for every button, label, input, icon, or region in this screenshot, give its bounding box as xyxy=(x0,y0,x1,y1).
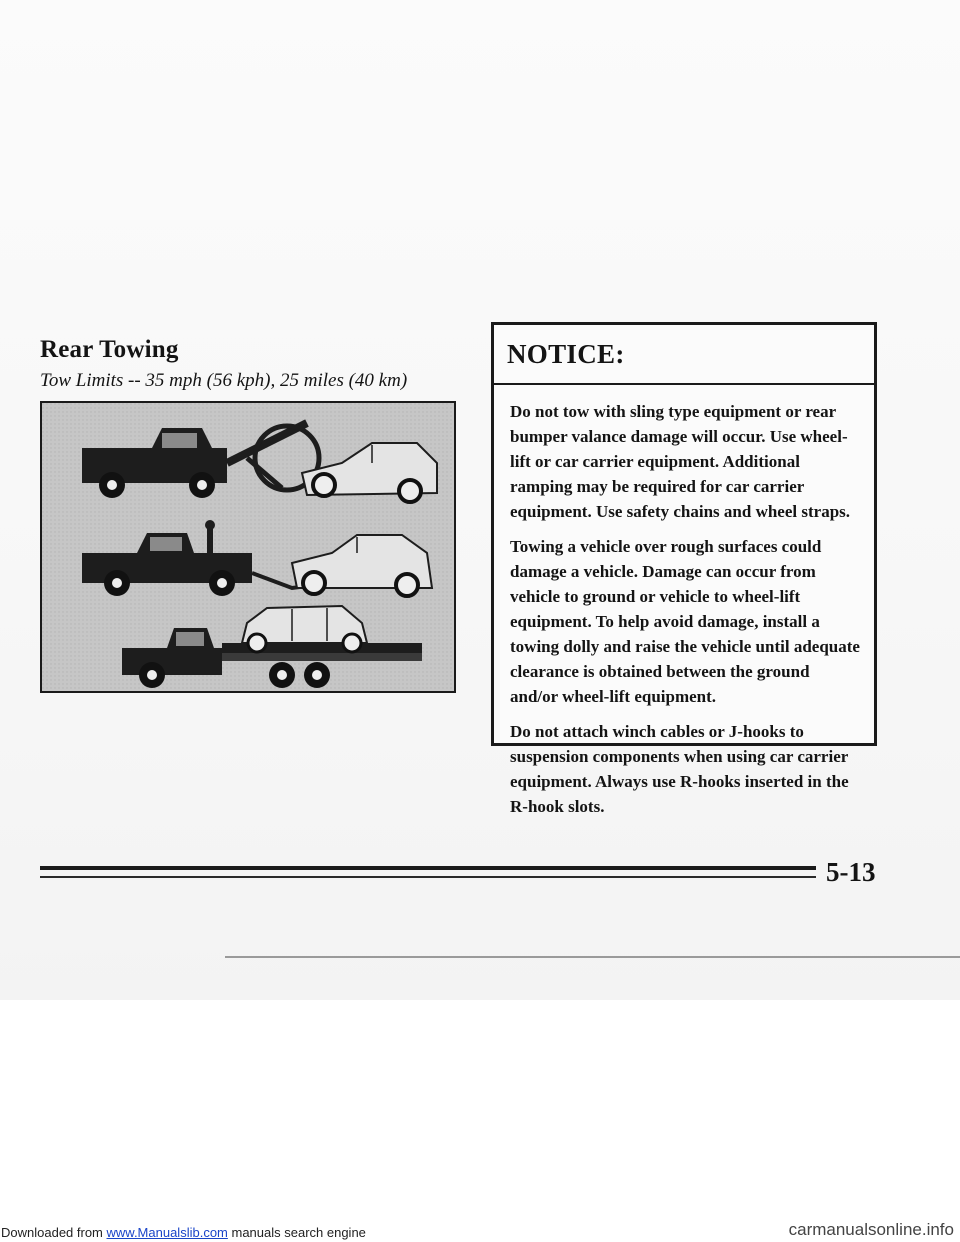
notice-paragraph-sling: Do not tow with sling type equipment or rear bumper valance damage will occur. Use wheel-lift or car carrier equipment. Additional ramping may be required for car carrier equipment. Use safety chains and wheel straps. xyxy=(510,402,851,521)
footer-rule-thin xyxy=(40,876,816,878)
notice-paragraph-rough-surfaces: Towing a vehicle over rough surfaces could damage a vehicle. Damage can occur from vehicle to ground or vehicle to wheel-lift equipment. To help avoid damage, install a towing dolly and raise the vehicle until adequate clearance is obtained between the ground and/or wheel-lift equipment. xyxy=(510,537,860,706)
footer-area xyxy=(0,1000,960,1242)
download-credit-prefix: Downloaded from xyxy=(1,1225,107,1240)
notice-box xyxy=(491,322,877,816)
section-heading: Rear Towing xyxy=(40,336,179,363)
notice-body xyxy=(494,385,874,819)
notice-paragraph-hooks: Do not attach winch cables or J-hooks to suspension components when using car carrier equipment. Always use R-hooks inserted in the R-hook slots. xyxy=(510,722,849,816)
scan-edge-line xyxy=(225,956,960,958)
tow-limits-subheading: Tow Limits -- 35 mph (56 kph), 25 miles (40 km) xyxy=(40,370,408,391)
download-credit-suffix: manuals search engine xyxy=(227,1225,366,1240)
notice-title: NOTICE: xyxy=(507,339,625,369)
towing-illustration xyxy=(40,401,456,693)
download-credit xyxy=(1,1225,366,1240)
manualslib-link[interactable]: www.Manualslib.com xyxy=(106,1225,228,1240)
page-number: 5-13 xyxy=(826,857,876,887)
notice-header xyxy=(494,325,874,385)
watermark: carmanualsonline.info xyxy=(788,1220,954,1239)
footer-rule-thick xyxy=(40,866,816,870)
